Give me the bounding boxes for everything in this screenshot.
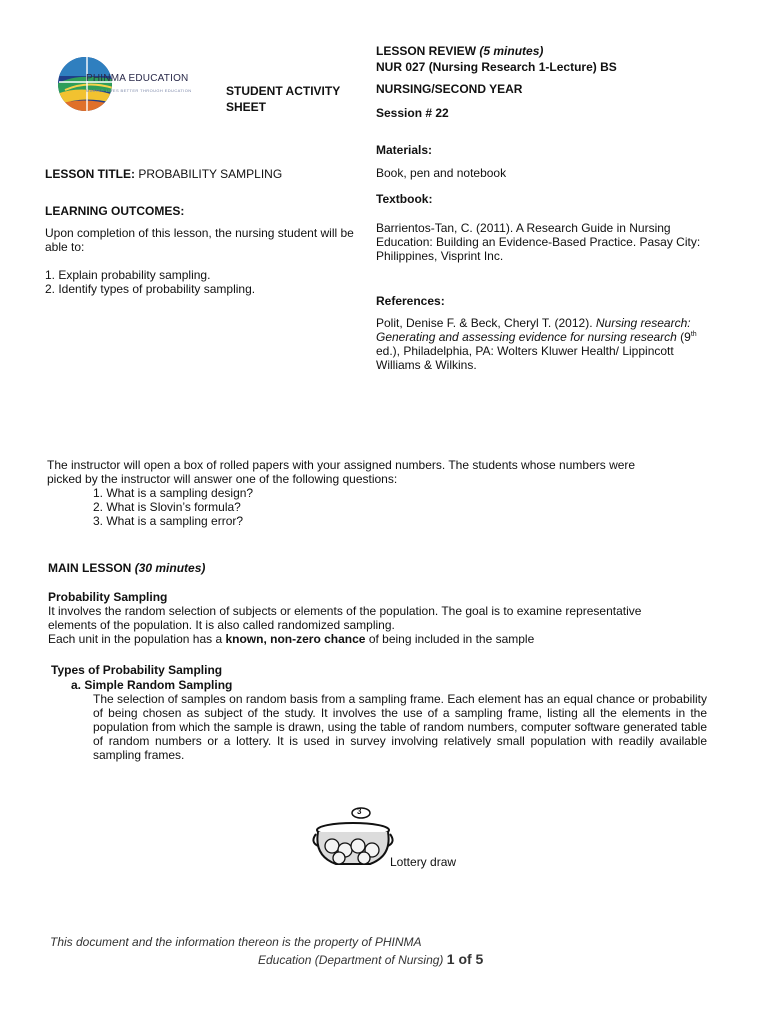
outcomes-list (45, 268, 255, 296)
logo-tagline: MAKING LIVES BETTER THROUGH EDUCATION (86, 88, 192, 93)
probability-sampling-text: It involves the random selection of subjects or elements of the population. The goal is to examine representative elements of the population. It is also called randomized sampling. Each unit in the population has a known, non-zero chance of being included in the sample (48, 604, 642, 646)
session-number: Session # 22 (376, 106, 449, 120)
list-item: 1. Explain probability sampling. (45, 268, 211, 282)
review-activity: The instructor will open a box of rolled papers with your assigned numbers. The students whose numbers were picked by the instructor will answer one of the following questions: 1. What is a sampling design? 2. What is Slovin’s formula? 3. What is a sampling error? (47, 458, 727, 528)
lesson-title: LESSON TITLE: PROBABILITY SAMPLING (45, 167, 283, 181)
textbook-citation: Barrientos-Tan, C. (2011). A Research Guide in Nursing Education: Building an Evidence-Based Practice. Pasay City: Philippines, Visprint Inc. (376, 221, 701, 263)
lesson-review-time: (5 minutes) (479, 44, 544, 58)
lesson-title-text: PROBABILITY SAMPLING (138, 167, 283, 181)
simple-random-sampling-text: The selection of samples on random basis from a sampling frame. Each element has an equal chance or probability of being chosen as subject of the study. It involves the use of a sampling frame, listing all the elements in the population from which the sample is drawn, using the table of random numbers, computer software generated table of random numbers or a lottery. It is used in survey involving relatively small population with readily available sampling frames. (93, 692, 707, 762)
course-line: NUR 027 (Nursing Research 1-Lecture) BS (376, 60, 617, 74)
main-lesson-heading: MAIN LESSON (30 minutes) (48, 561, 206, 575)
footer-property-line: This document and the information thereon is the property of PHINMA (50, 935, 422, 949)
outcomes-intro: Upon completion of this lesson, the nursing student will be able to: (45, 226, 354, 254)
types-heading: Types of Probability Sampling (51, 663, 223, 677)
lottery-ball-number: 3 (357, 807, 362, 816)
references-heading: References: (376, 294, 445, 308)
list-item: 3. What is a sampling error? (93, 514, 244, 528)
list-item: 1. What is a sampling design? (93, 486, 254, 500)
main-lesson-time: (30 minutes) (134, 561, 206, 575)
review-questions (47, 486, 727, 528)
materials-heading: Materials: (376, 143, 433, 157)
learning-outcomes-heading: LEARNING OUTCOMES: (45, 204, 185, 218)
lottery-pot-icon (312, 806, 394, 870)
probability-sampling-heading: Probability Sampling (48, 590, 168, 604)
materials-text: Book, pen and notebook (376, 166, 507, 180)
list-item: 2. What is Slovin’s formula? (93, 500, 241, 514)
lottery-pot-image (312, 806, 394, 870)
textbook-heading: Textbook: (376, 192, 433, 206)
lottery-caption: Lottery draw (390, 855, 457, 869)
list-item: 2. Identify types of probability sampling. (45, 282, 256, 296)
logo-org-name: PHINMA EDUCATION (86, 73, 189, 84)
page-number: 1 of 5 (446, 951, 484, 967)
reference-book-title: Nursing research: Generating and assessing evidence for nursing research (376, 316, 691, 344)
simple-random-sampling-heading: a. Simple Random Sampling (71, 678, 233, 692)
footer-department-line: Education (Department of Nursing) 1 of 5 (258, 951, 484, 967)
sheet-title: STUDENT ACTIVITY SHEET (226, 84, 341, 114)
references-citation: Polit, Denise F. & Beck, Cheryl T. (2012). Nursing research: Generating and assessing evidence for nursing research (9th ed.), Philadelphia, PA: Wolters Kluwer Health/ Lippincott Williams & Wilkins. (376, 316, 697, 372)
lesson-review-heading: LESSON REVIEW (5 minutes) (376, 44, 544, 58)
year-line: NURSING/SECOND YEAR (376, 82, 523, 96)
